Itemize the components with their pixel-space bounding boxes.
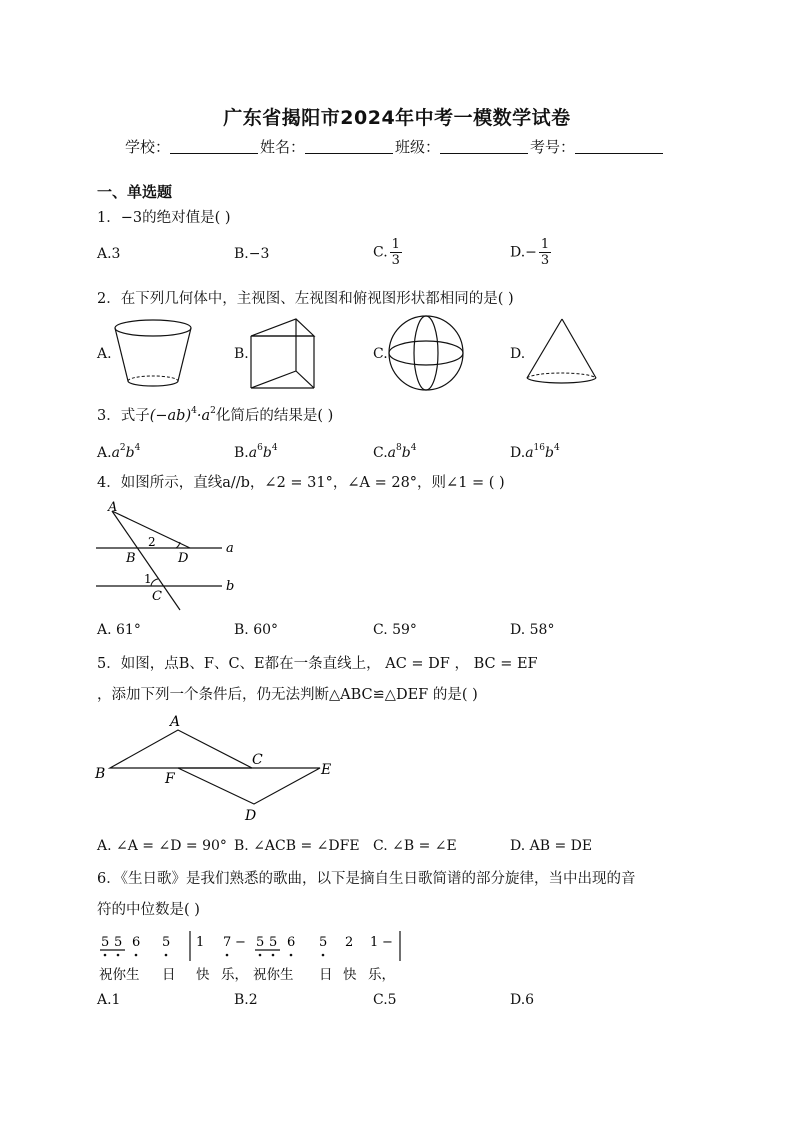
section-heading: 一、单选题 (97, 183, 173, 201)
student-info-line (125, 136, 665, 157)
q6-option-c[interactable]: C.5 (373, 992, 397, 1008)
note-14: − (382, 935, 393, 950)
q6-option-d[interactable]: D.6 (510, 992, 535, 1008)
q5-label-A: A (170, 714, 181, 730)
q3-b-var-a: a (248, 445, 258, 461)
q3-c-label: C. (373, 445, 388, 461)
triangular-prism-figure (246, 316, 326, 392)
q3-option-c[interactable] (373, 443, 416, 461)
q4-label-A: A (108, 500, 118, 515)
q3-c-var-a: a (387, 445, 397, 461)
number-blank[interactable] (575, 139, 663, 154)
q1-option-a[interactable]: A.3 (97, 246, 121, 262)
note-3: 6 (132, 935, 141, 950)
lyric-2: 日 (162, 967, 176, 983)
page-title: 广东省揭阳市2024年中考一模数学试卷 (223, 107, 571, 129)
q3-expr-exp: 4 (191, 406, 197, 416)
question-2-stem: 2．在下列几何体中，主视图、左视图和俯视图形状都相同的是( ) (97, 291, 514, 307)
q3-b-var-b: b (262, 445, 272, 461)
q1-c-numerator: 1 (391, 237, 400, 252)
q3-option-a[interactable] (97, 443, 140, 461)
q3-a-exp1: 2 (119, 443, 126, 453)
q4-label-B: B (126, 551, 136, 566)
q4-option-c[interactable]: C. 59° (373, 622, 417, 638)
q4-label-D: D (178, 551, 189, 566)
q3-d-exp1: 16 (533, 443, 545, 453)
note-6: 7 (223, 935, 232, 950)
music-score (95, 925, 415, 987)
q3-d-var-a: a (525, 445, 534, 461)
q3-expr-exp2: 2 (210, 406, 216, 416)
q1-c-fraction (390, 237, 402, 268)
q4-label-C: C (152, 589, 162, 604)
note-12: 2 (345, 935, 354, 950)
q2-option-a[interactable]: A. (97, 346, 112, 362)
q1-option-d[interactable] (510, 237, 551, 268)
note-1: 5 (101, 935, 110, 950)
q2-option-c[interactable]: C. (373, 346, 388, 362)
q4-label-a: a (226, 541, 234, 556)
q3-option-b[interactable] (234, 443, 278, 461)
sphere-figure (386, 314, 468, 394)
q3-c-exp1: 8 (396, 443, 402, 453)
note-4: 5 (162, 935, 171, 950)
lyric-7: 快 (343, 967, 357, 983)
q5-option-a[interactable]: A. ∠A = ∠D = 90° (97, 838, 227, 854)
q3-a-label: A. (97, 445, 112, 461)
question-5-stem-line1: 5．如图，点B、F、C、E都在一条直线上， AC = DF ， BC = EF (97, 656, 538, 672)
q5-label-D: D (245, 808, 257, 824)
q3-a-exp2: 4 (134, 443, 141, 453)
note-10: 6 (287, 935, 296, 950)
q1-d-denominator: 3 (540, 253, 550, 268)
q1-c-denominator: 3 (391, 253, 400, 268)
lyric-3: 快 (196, 967, 210, 983)
note-13: 1 (370, 935, 379, 950)
congruent-triangles-figure (90, 710, 350, 825)
q3-c-exp2: 4 (410, 443, 417, 453)
lyric-4: 乐， (221, 967, 248, 983)
q4-label-b: b (226, 579, 235, 594)
q3-option-d[interactable] (510, 443, 560, 461)
q3-stem-post: 化简后的结果是( ) (215, 408, 334, 424)
q4-angle-1: 1 (144, 572, 152, 586)
lyric-8: 乐， (368, 967, 395, 983)
q3-expr-base: (−ab) (149, 408, 192, 424)
q5-option-d[interactable]: D. AB = DE (510, 838, 593, 854)
q4-option-b[interactable]: B. 60° (234, 622, 279, 638)
question-4-stem: 4．如图所示，直线a//b，∠2 = 31°，∠A = 28°，则∠1 = ( ) (97, 475, 505, 491)
q6-option-a[interactable]: A.1 (97, 992, 121, 1008)
name-label: 姓名： (260, 138, 306, 156)
q2-option-b[interactable]: B. (234, 346, 249, 362)
q1-option-c[interactable] (373, 237, 402, 268)
lyric-1: 祝你生 (99, 967, 140, 983)
q2-option-d[interactable]: D. (510, 346, 526, 362)
q5-option-c[interactable]: C. ∠B = ∠E (373, 838, 457, 854)
q5-label-C: C (252, 752, 263, 768)
q3-b-label: B. (234, 445, 249, 461)
q4-option-d[interactable]: D. 58° (510, 622, 555, 638)
q3-stem-pre: 3．式子 (97, 408, 150, 424)
q3-d-label: D. (510, 445, 526, 461)
question-6-stem-line1: 6．《生日歌》是我们熟悉的歌曲，以下是摘自生日歌简谱的部分旋律，当中出现的音 (97, 871, 636, 887)
q5-label-B: B (95, 766, 106, 782)
note-8: 5 (256, 935, 265, 950)
class-label: 班级： (395, 138, 441, 156)
note-5: 1 (196, 935, 205, 950)
note-2: 5 (114, 935, 123, 950)
note-11: 5 (319, 935, 328, 950)
q5-label-F: F (165, 771, 175, 787)
q4-angle-2: 2 (148, 535, 156, 549)
name-blank[interactable] (305, 139, 393, 154)
question-1-stem: 1．−3的绝对值是( ) (97, 210, 231, 226)
school-label: 学校： (125, 138, 171, 156)
cone-figure (524, 316, 600, 390)
q3-d-exp2: 4 (553, 443, 560, 453)
q1-d-fraction (539, 237, 551, 268)
q1-option-b[interactable]: B.−3 (234, 246, 270, 262)
question-6-stem-line2: 符的中位数是( ) (97, 902, 200, 918)
q1-c-prefix: C. (373, 244, 388, 261)
note-9: 5 (269, 935, 278, 950)
lyric-5: 祝你生 (253, 967, 294, 983)
q4-option-a[interactable]: A. 61° (97, 622, 141, 638)
q3-c-var-b: b (401, 445, 411, 461)
q6-option-b[interactable]: B.2 (234, 992, 258, 1008)
q3-a-var-a: a (111, 445, 120, 461)
school-blank[interactable] (170, 139, 258, 154)
number-label: 考号： (530, 138, 576, 156)
q5-option-b[interactable]: B. ∠ACB = ∠DFE (234, 838, 360, 854)
q3-d-var-b: b (545, 445, 554, 461)
class-blank[interactable] (440, 139, 528, 154)
q3-b-exp1: 6 (257, 443, 263, 453)
lyric-6: 日 (319, 967, 333, 983)
q1-d-prefix: D.− (510, 244, 537, 261)
q1-d-numerator: 1 (540, 237, 550, 252)
note-7: − (235, 935, 246, 950)
question-3-stem (97, 404, 333, 425)
q3-expr-mid: ·a (196, 408, 211, 424)
question-5-stem-line2: ，添加下列一个条件后，仍无法判断△ABC≌△DEF 的是( ) (97, 687, 478, 703)
q5-label-E: E (321, 762, 332, 778)
frustum-figure (110, 318, 200, 390)
parallel-lines-figure (90, 496, 250, 616)
q3-a-var-b: b (125, 445, 135, 461)
q3-b-exp2: 4 (271, 443, 278, 453)
